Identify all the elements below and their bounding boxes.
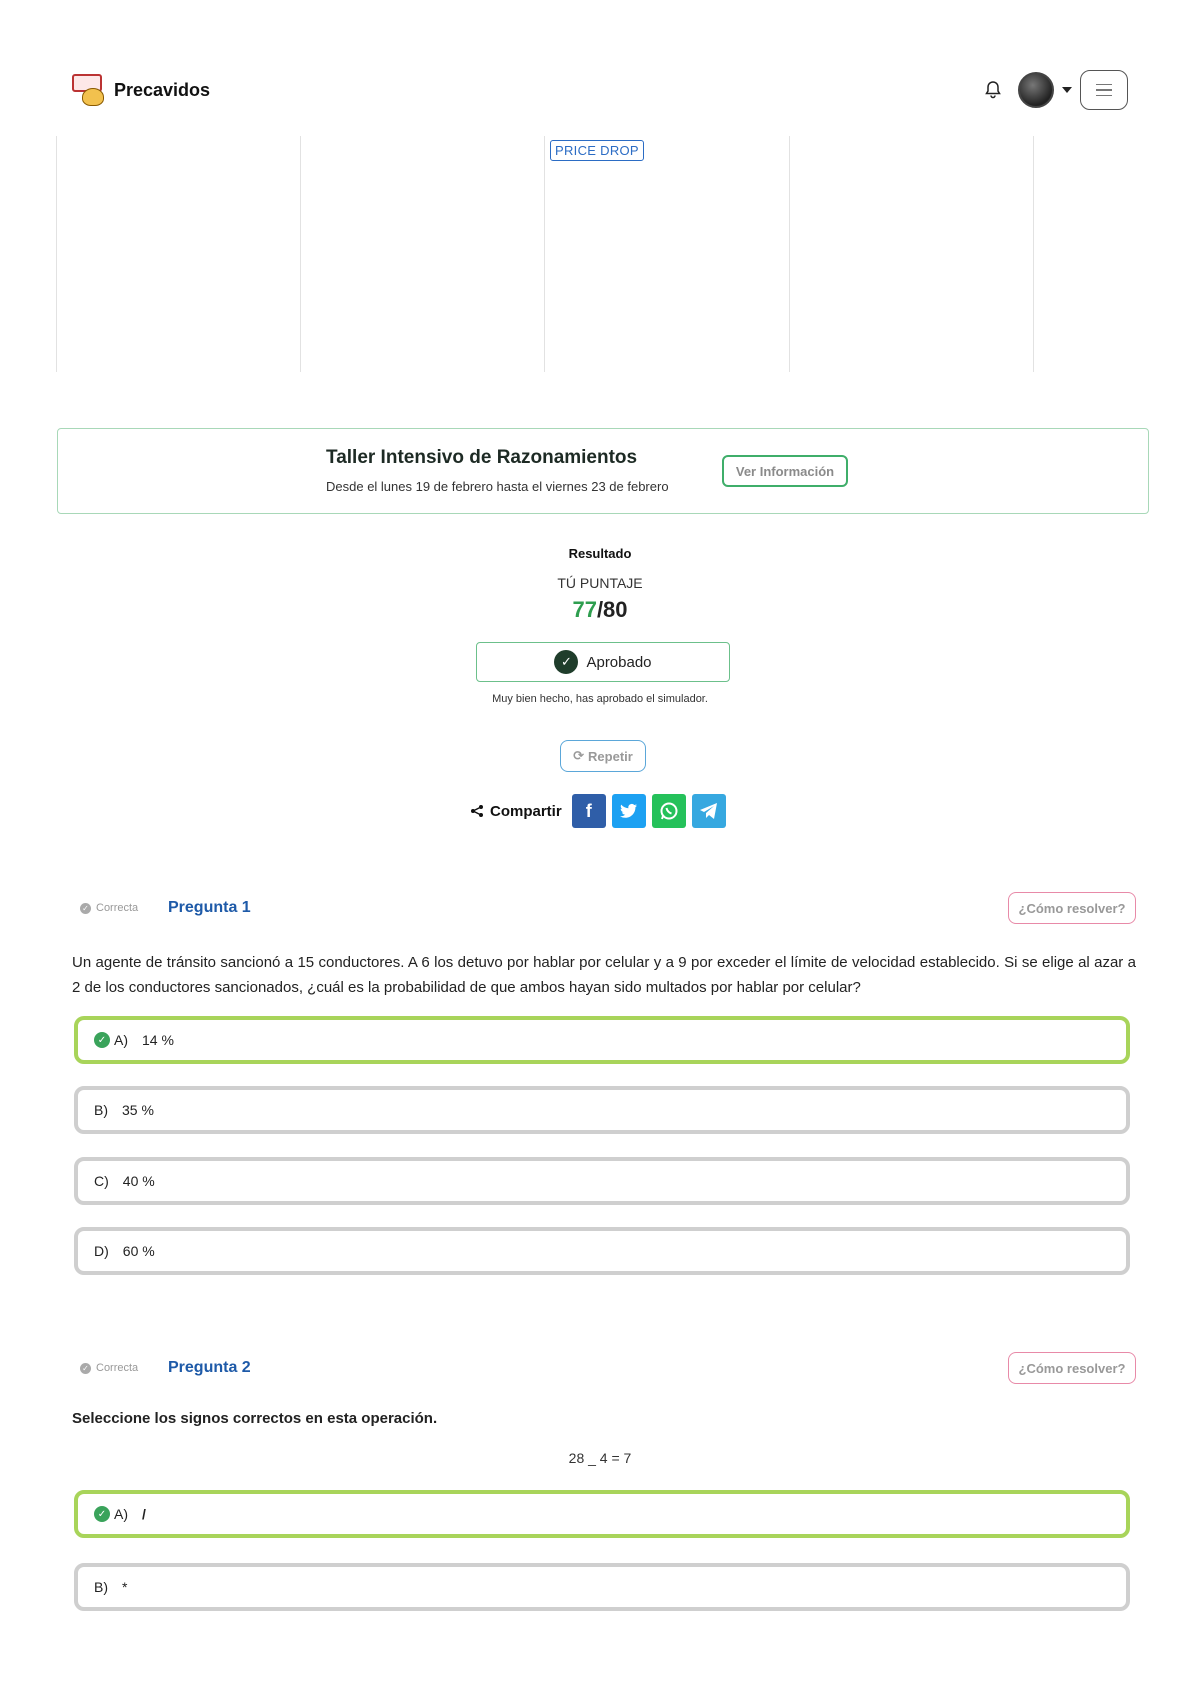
carousel-divider: [544, 136, 545, 372]
question-header: [80, 892, 1136, 924]
question-title[interactable]: Pregunta 2: [168, 1359, 251, 1376]
score: [0, 597, 1200, 623]
option-value: *: [122, 1579, 128, 1595]
telegram-share-button[interactable]: [692, 794, 726, 828]
share-bar: [470, 794, 726, 828]
whatsapp-icon: [659, 801, 679, 821]
question-status: [80, 902, 168, 914]
view-info-button[interactable]: Ver Información: [722, 455, 848, 487]
option-letter: B): [94, 1579, 108, 1595]
carousel-divider: [1033, 136, 1034, 372]
telegram-icon: [699, 802, 719, 820]
twitter-share-button[interactable]: [612, 794, 646, 828]
option-letter: D): [94, 1243, 109, 1259]
option-value: /: [142, 1506, 146, 1522]
option-letter: A): [114, 1032, 128, 1048]
share-icon: [470, 804, 484, 818]
check-icon: ✓: [80, 903, 91, 914]
answer-option[interactable]: [74, 1490, 1130, 1538]
option-value: 40 %: [122, 1173, 155, 1189]
share-text: Compartir: [490, 802, 562, 820]
how-to-solve-button[interactable]: ¿Cómo resolver?: [1008, 1352, 1136, 1384]
option-letter: A): [114, 1506, 128, 1522]
facebook-icon: f: [585, 800, 592, 821]
answer-option[interactable]: [74, 1086, 1130, 1134]
check-icon: ✓: [554, 650, 578, 674]
check-icon: ✓: [94, 1506, 110, 1522]
status-text: Aprobado: [586, 653, 652, 671]
user-avatar[interactable]: [1018, 72, 1054, 108]
answer-option[interactable]: [74, 1563, 1130, 1611]
result-label: Resultado: [568, 546, 632, 561]
repeat-label: Repetir: [588, 748, 633, 764]
carousel-divider: [789, 136, 790, 372]
banner-subtitle: Desde el lunes 19 de febrero hasta el viernes 23 de febrero: [326, 479, 669, 494]
chevron-down-icon[interactable]: [1062, 87, 1072, 93]
top-header: [72, 66, 1128, 114]
option-letter: C): [94, 1173, 109, 1189]
repeat-button[interactable]: [560, 740, 646, 772]
question-status: [80, 1362, 168, 1374]
status-message: Muy bien hecho, has aprobado el simulador.: [492, 693, 708, 705]
score-obtained: 77: [572, 597, 597, 622]
brand-name: Precavidos: [114, 79, 211, 100]
share-label: [470, 803, 562, 820]
answer-option[interactable]: [74, 1016, 1130, 1064]
banner-title: Taller Intensivo de Razonamientos: [326, 447, 638, 468]
question-formula: 28 _ 4 = 7: [568, 1450, 632, 1466]
question-header: [80, 1352, 1136, 1384]
question-status-text: Correcta: [96, 1362, 139, 1374]
carousel-divider: [56, 136, 57, 372]
question-text: Un agente de tránsito sancionó a 15 conductores. A 6 los detuvo por hablar por celular y a 9 por exceder el límite de velocidad establecido. Si se elige al azar a 2 de los conductores sancionados, ¿cuál es la probabilidad de que ambos hayan sido multados por hablar por celular?: [72, 954, 1136, 996]
option-value: 35 %: [122, 1102, 154, 1118]
question-title[interactable]: Pregunta 1: [168, 899, 251, 916]
product-carousel: [56, 136, 1150, 372]
score-label: TÚ PUNTAJE: [557, 575, 643, 591]
facebook-share-button[interactable]: [572, 794, 606, 828]
score-total: /80: [596, 597, 628, 622]
option-value: 14 %: [142, 1032, 174, 1048]
answer-option[interactable]: [74, 1227, 1130, 1275]
bell-icon[interactable]: [976, 73, 1010, 107]
carousel-divider: [300, 136, 301, 372]
repeat-icon: ⟳: [573, 748, 585, 763]
header-actions: [976, 70, 1128, 110]
hamburger-menu-icon[interactable]: [1080, 70, 1128, 110]
brand[interactable]: [72, 72, 210, 108]
how-to-solve-button[interactable]: ¿Cómo resolver?: [1008, 892, 1136, 924]
option-value: 60 %: [122, 1243, 155, 1259]
twitter-icon: [620, 803, 638, 819]
result-section: [0, 546, 1200, 623]
option-letter: B): [94, 1102, 108, 1118]
question-text: Seleccione los signos correctos en esta operación.: [72, 1410, 438, 1427]
price-drop-badge: PRICE DROP: [550, 140, 644, 161]
check-icon: ✓: [80, 1363, 91, 1374]
status-badge: [476, 642, 730, 682]
question-status-text: Correcta: [96, 902, 139, 914]
precavidos-logo: [72, 72, 108, 108]
whatsapp-share-button[interactable]: [652, 794, 686, 828]
workshop-banner: [57, 428, 1149, 514]
check-icon: ✓: [94, 1032, 110, 1048]
answer-option[interactable]: [74, 1157, 1130, 1205]
